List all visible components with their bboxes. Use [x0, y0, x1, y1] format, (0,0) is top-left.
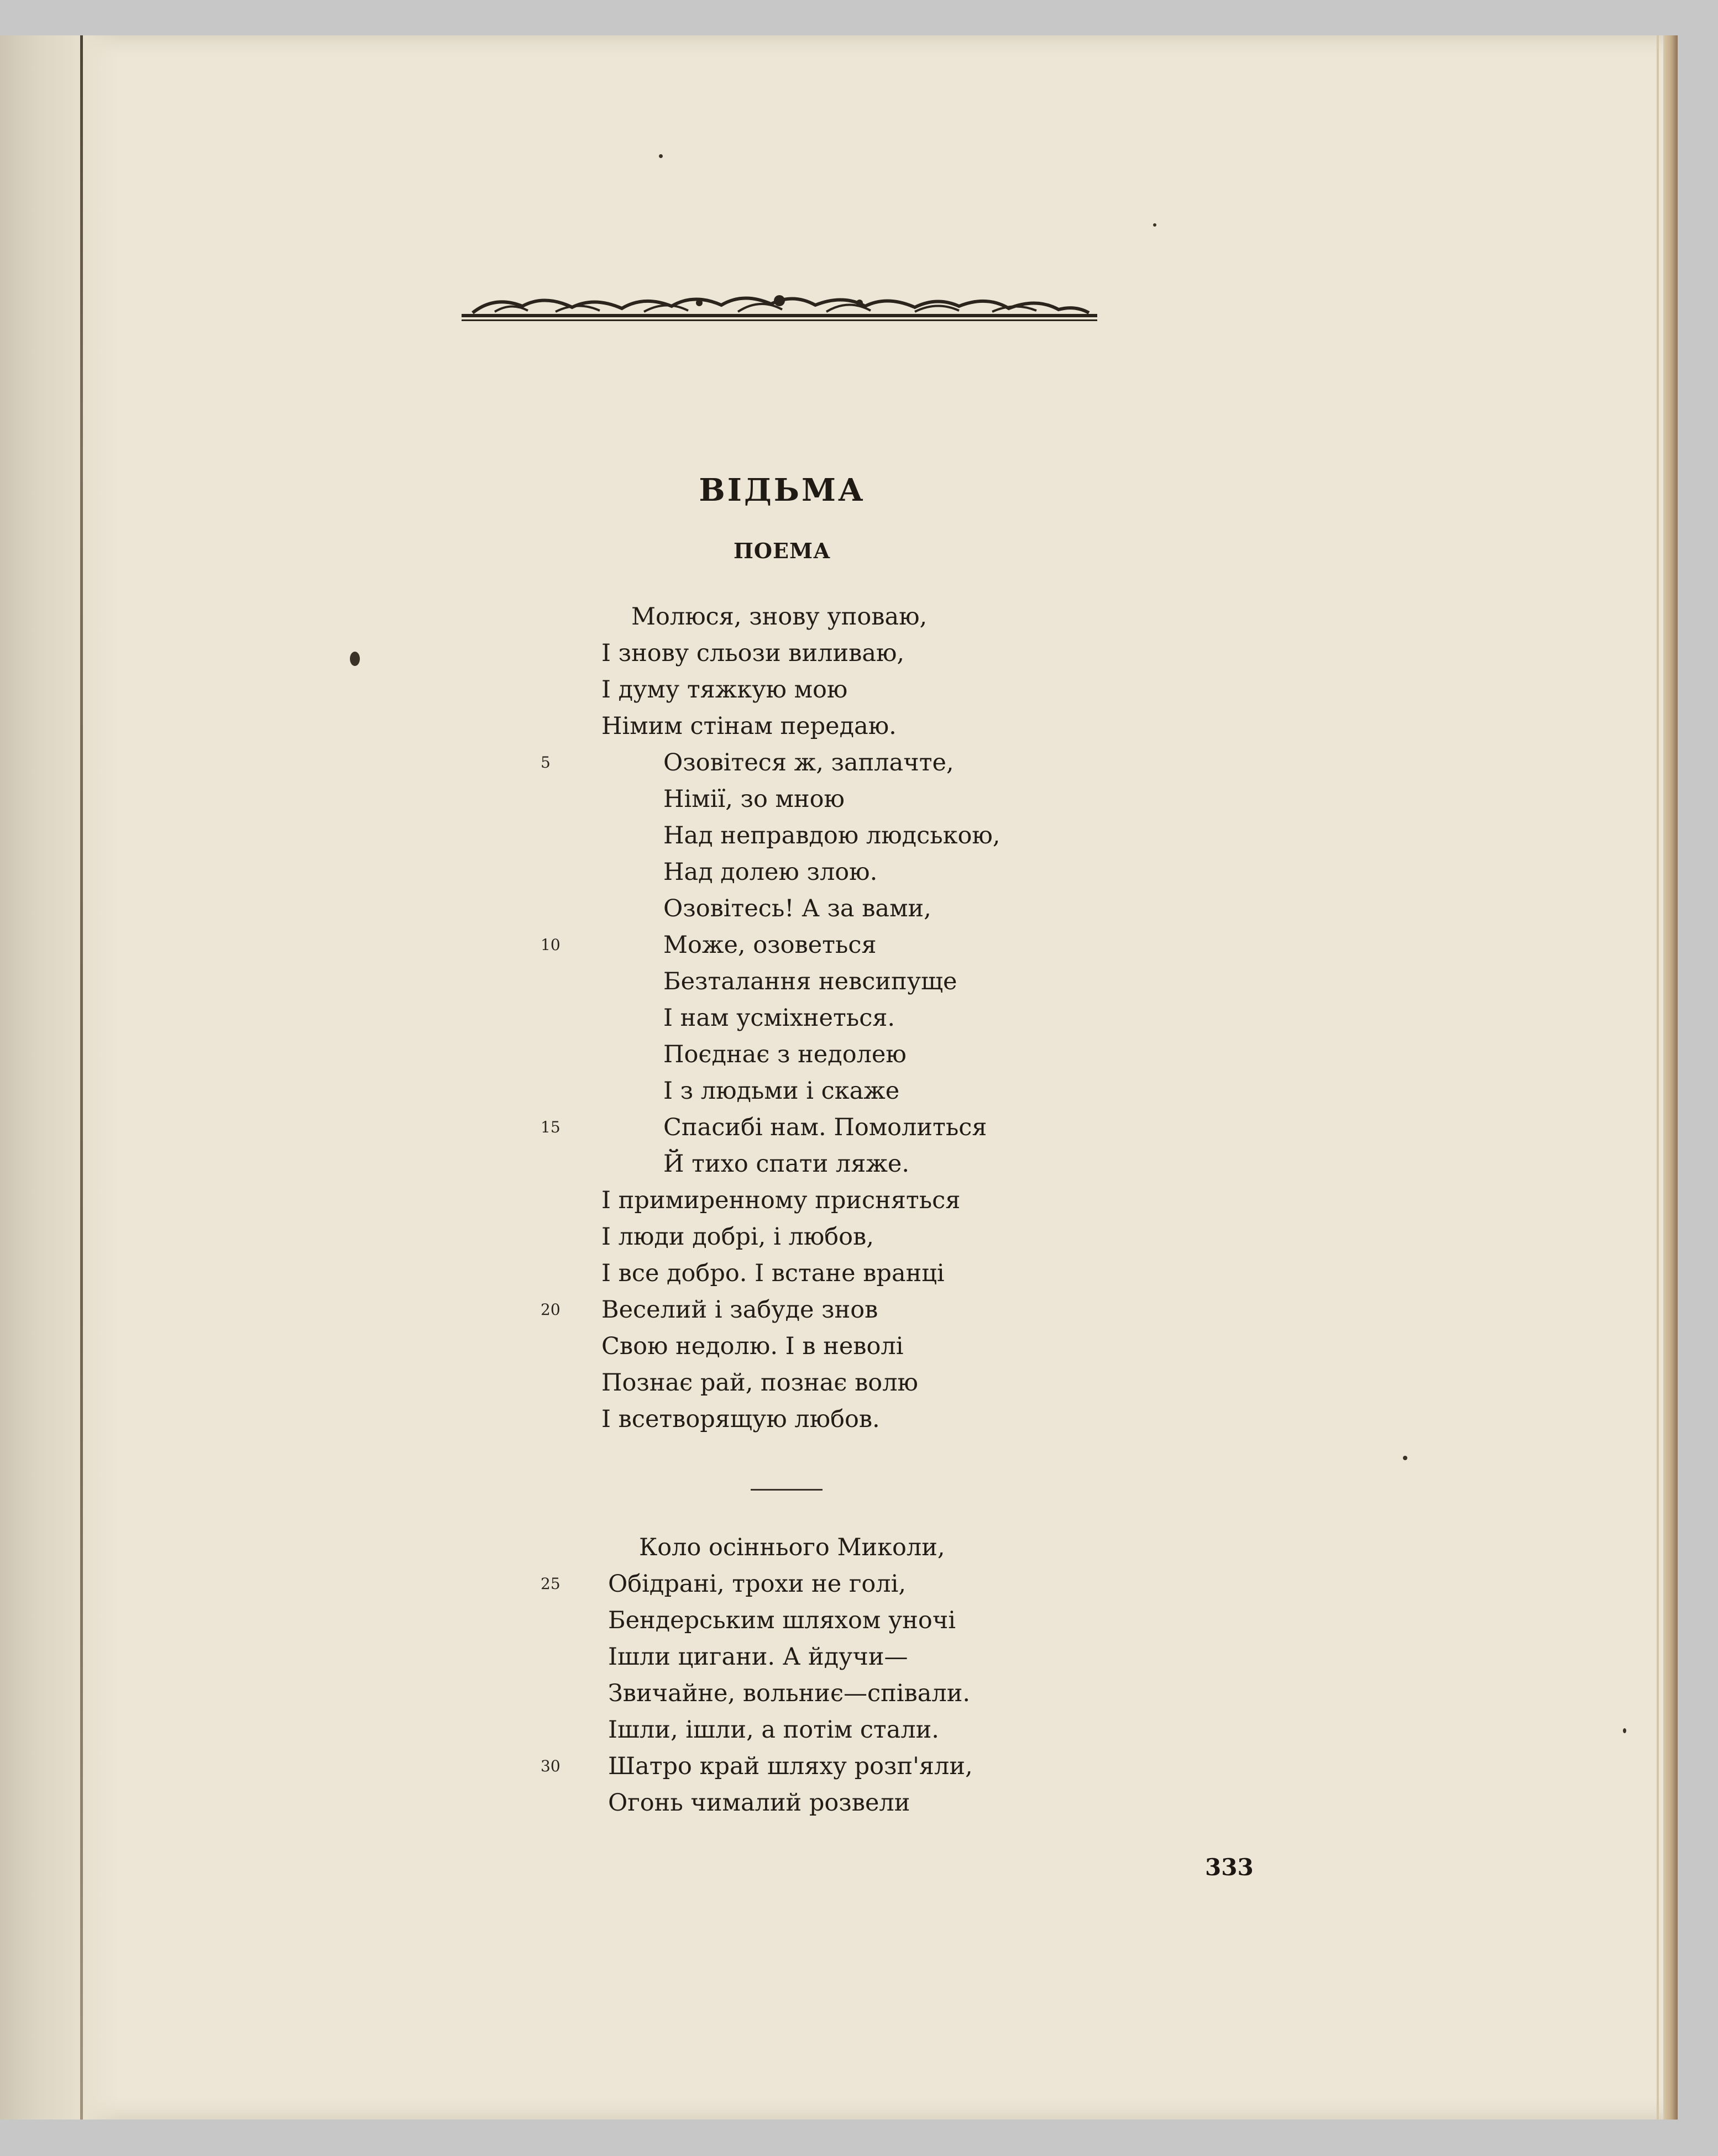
ink-speck [659, 154, 663, 158]
poem-subtitle: ПОЕМА [734, 538, 831, 563]
line-number: 10 [541, 936, 561, 954]
poem-line: Огонь чималий розвели [608, 1789, 910, 1817]
decorative-ornament [462, 290, 1097, 328]
section-divider [751, 1489, 823, 1491]
poem-line: Свою недолю. І в неволі [601, 1333, 904, 1360]
poem-line: Безталання невсипуще [663, 968, 957, 995]
poem-line: Озовітесь! А за вами, [663, 895, 931, 922]
poem-line: І люди добрі, і любов, [601, 1223, 874, 1251]
poem-line: Німим стінам передаю. [601, 712, 897, 740]
line-number: 5 [541, 753, 551, 772]
poem-line: Може, озоветься [663, 931, 877, 959]
poem-line: І примиренному присняться [601, 1187, 961, 1214]
ink-speck [1153, 223, 1156, 227]
poem-line: Й тихо спати ляже. [663, 1150, 910, 1178]
poem-line: Німії, зо мною [663, 785, 845, 813]
ink-speck [1403, 1456, 1407, 1460]
poem-line: І все добро. І встане вранці [601, 1260, 945, 1287]
poem-line: Молюся, знову уповаю, [631, 603, 928, 631]
poem-line: Коло осіннього Миколи, [639, 1534, 945, 1561]
poem-line: І знову сльози виливаю, [601, 639, 905, 667]
page-number: 333 [1205, 1854, 1254, 1881]
line-number: 25 [541, 1575, 561, 1593]
ink-speck [350, 652, 360, 666]
poem-line: Звичайне, вольниє—співали. [608, 1680, 971, 1707]
book-gutter [80, 35, 83, 2120]
book-page [0, 35, 1678, 2120]
page-edge-line [1657, 35, 1659, 2120]
poem-line: Ішли цигани. А йдучи— [608, 1643, 908, 1671]
poem-line: Над неправдою людською, [663, 822, 1001, 849]
poem-line: І з людьми і скаже [663, 1077, 900, 1105]
line-number: 30 [541, 1757, 561, 1775]
line-number: 15 [541, 1118, 561, 1136]
poem-line: І всетворящую любов. [601, 1405, 880, 1433]
page-edge [1663, 35, 1678, 2120]
poem-line: Познає рай, познає волю [601, 1369, 918, 1397]
poem-line: І нам усміхнеться. [663, 1004, 895, 1032]
ink-speck [1623, 1728, 1626, 1733]
poem-line: Веселий і забуде знов [601, 1296, 878, 1324]
poem-line: Обідрані, трохи не голі, [608, 1570, 906, 1598]
poem-line: Ішли, ішли, а потім стали. [608, 1716, 939, 1744]
line-number: 20 [541, 1300, 561, 1319]
poem-line: І думу тяжкую мою [601, 676, 848, 704]
poem-line: Поєднає з недолею [663, 1041, 907, 1068]
poem-line: Спасибі нам. Помолиться [663, 1114, 987, 1141]
poem-line: Бендерським шляхом уночі [608, 1607, 956, 1634]
book-spine-shadow [0, 35, 122, 2120]
poem-line: Над долею злою. [663, 858, 878, 886]
poem-line: Шатро край шляху розп'яли, [608, 1753, 973, 1780]
poem-line: Озовітеся ж, заплачте, [663, 749, 954, 777]
poem-title: ВІДЬМА [699, 472, 866, 508]
